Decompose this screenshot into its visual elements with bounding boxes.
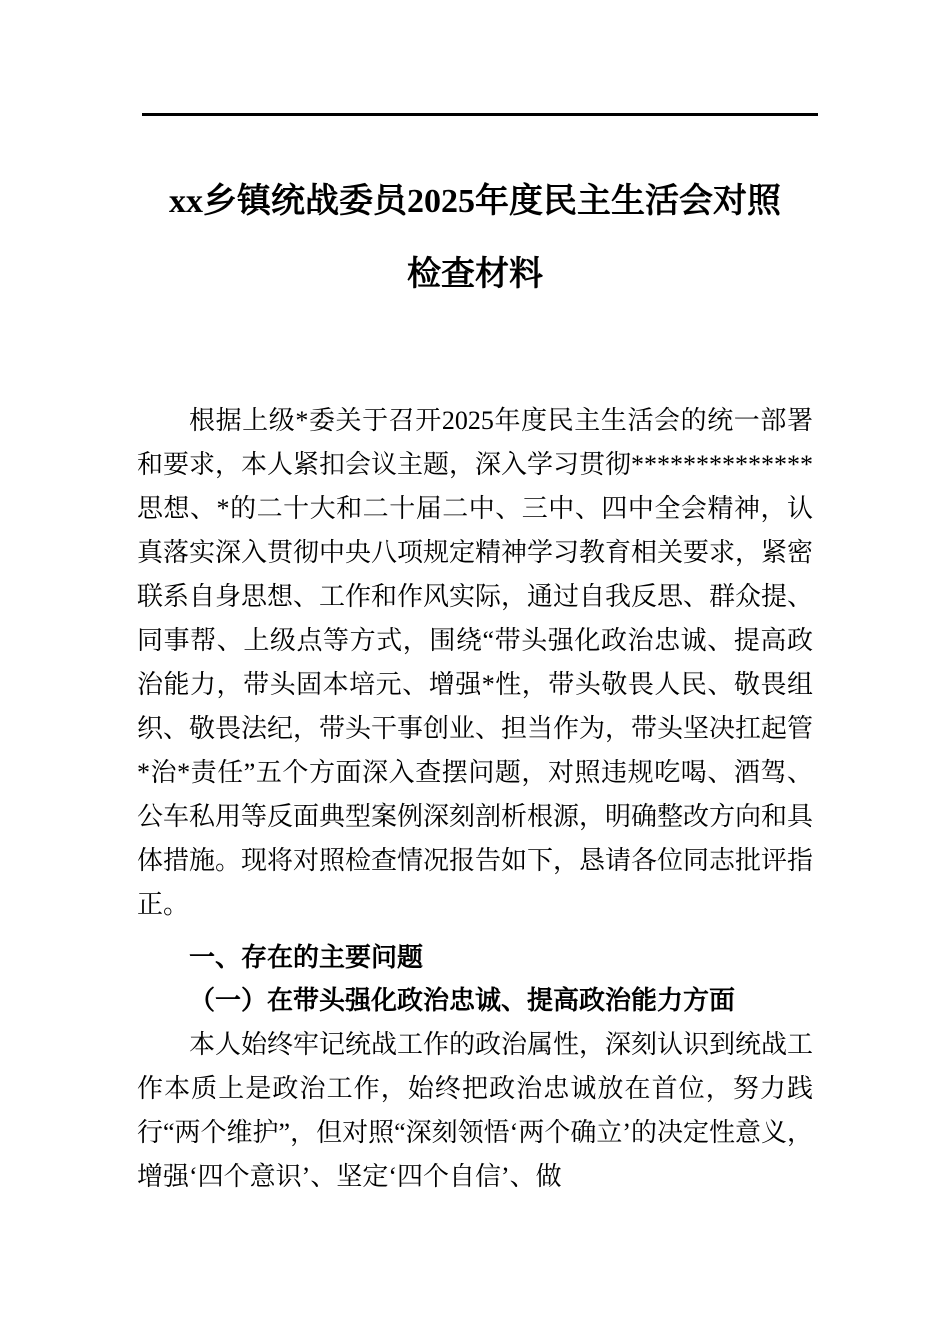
document-title-line-2: 检查材料: [407, 256, 543, 293]
document-title: [137, 165, 813, 311]
header-rule: [142, 113, 818, 116]
document-content: [137, 165, 813, 1199]
intro-paragraph: 根据上级*委关于召开2025年度民主生活会的统一部署和要求，本人紧扣会议主题，深入学习贯彻**************思想、*的二十大和二十届二中、三中、四中全会精神，认真落实深入贯彻中央八项规定精神学习教育相关要求，紧密联系自身思想、工作和作风实际，通过自我反思、群众提、同事帮、上级点等方式，围绕“带头强化政治忠诚、提高政治能力，带头固本培元、增强*性，带头敬畏人民、敬畏组织、敬畏法纪，带头干事创业、担当作为，带头坚决扛起管*治*责任”五个方面深入查摆问题，对照违规吃喝、酒驾、公车私用等反面典型案例深刻剖析根源，明确整改方向和具体措施。现将对照检查情况报告如下，恳请各位同志批评指正。: [137, 406, 814, 919]
document-title-line-1: xx乡镇统战委员2025年度民主生活会对照: [169, 183, 781, 220]
section1-heading: 一、存在的主要问题: [189, 942, 424, 972]
section1-sub1-heading: （一）在带头强化政治忠诚、提高政治能力方面: [189, 986, 736, 1015]
section1-sub1-paragraph: 本人始终牢记统战工作的政治属性，深刻认识到统战工作本质上是政治工作，始终把政治忠诚放在首位，努力践行“两个维护”，但对照“深刻领悟‘两个确立’的决定性意义，增强‘四个意识’、坚定‘四个自信’、做: [137, 1030, 814, 1191]
